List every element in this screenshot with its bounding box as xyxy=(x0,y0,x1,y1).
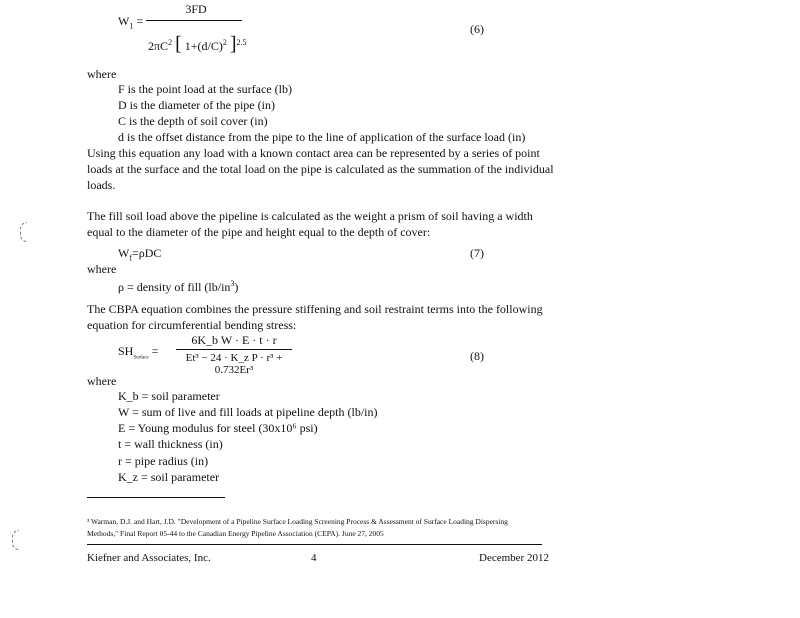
eq6-number: (6) xyxy=(470,22,484,36)
footer-date: December 2012 xyxy=(479,552,549,564)
variable-definition: E = Young modulus for steel (30x10⁶ psi) xyxy=(118,421,318,435)
variable-definition: W = sum of live and fill loads at pipeline depth (lb/in) xyxy=(118,405,378,419)
footnote-line: ³ Warman, D.J. and Hart, J.D. "Development of a Pipeline Surface Loading Screening Process & Assessment of Surface Loading Dispersing xyxy=(87,517,508,526)
variable-definition: C is the depth of soil cover (in) xyxy=(118,114,268,128)
paragraph-line: loads at the surface and the total load on the pipe is calculated as the summation of the individual xyxy=(87,162,554,176)
footer-page-number: 4 xyxy=(311,552,317,564)
scan-artifact xyxy=(12,530,19,550)
paragraph-line: loads. xyxy=(87,178,116,192)
eq8-denominator: Et³ − 24 · K_z P · r³ + 0.732Er³ xyxy=(185,352,283,376)
eq6-lhs: $W_1$ = xyxy=(118,14,144,31)
footnote-line: Methods," Final Report 05-44 to the Canadian Energy Pipeline Association (CEPA). June 27, 2005 xyxy=(87,529,384,538)
fraction-bar xyxy=(176,349,292,350)
eq7-formula: $W_f=\rho DC$ xyxy=(118,246,162,263)
variable-definition: K_z = soil parameter xyxy=(118,470,220,484)
paragraph-line: Using this equation any load with a known contact area can be represented by a series of point xyxy=(87,146,540,160)
scan-artifact xyxy=(20,222,27,242)
where-label: where xyxy=(87,374,117,388)
footer-company: Kiefner and Associates, Inc. xyxy=(87,552,211,564)
variable-definition: ρ = density of fill $(lb/in^3)$ xyxy=(118,279,239,294)
paragraph-line: The fill soil load above the pipeline is calculated as the weight a prism of soil having a width xyxy=(87,209,533,223)
footer-rule xyxy=(87,544,542,545)
footnote-separator xyxy=(87,497,225,498)
eq8-numerator: 6K_b W · E · t · r xyxy=(191,333,277,347)
eq8-lhs: $SH_{Surface}$ = xyxy=(118,344,159,361)
variable-definition: d is the offset distance from the pipe to the line of application of the surface load (in) xyxy=(118,130,526,144)
variable-definition: D is the diameter of the pipe (in) xyxy=(118,98,275,112)
eq7-number: (7) xyxy=(470,246,484,260)
where-label: where xyxy=(87,67,117,81)
fraction-bar xyxy=(146,20,242,21)
paragraph-line: equal to the diameter of the pipe and height equal to the depth of cover: xyxy=(87,225,431,239)
variable-definition: t = wall thickness (in) xyxy=(118,437,223,451)
eq6-denominator: $2\pi C^2$ [ $1+(d/C)^2$ ]$^{2.5}$ xyxy=(148,33,247,55)
eq6-numerator: 3FD xyxy=(185,2,207,16)
paragraph-line: The CBPA equation combines the pressure stiffening and soil restraint terms into the following xyxy=(87,302,543,316)
eq8-number: (8) xyxy=(470,349,484,363)
paragraph-line: equation for circumferential bending stress: xyxy=(87,318,297,332)
variable-definition: r = pipe radius (in) xyxy=(118,454,209,468)
variable-definition: F is the point load at the surface (lb) xyxy=(118,82,292,96)
variable-definition: K_b = soil parameter xyxy=(118,389,220,403)
where-label: where xyxy=(87,262,117,276)
